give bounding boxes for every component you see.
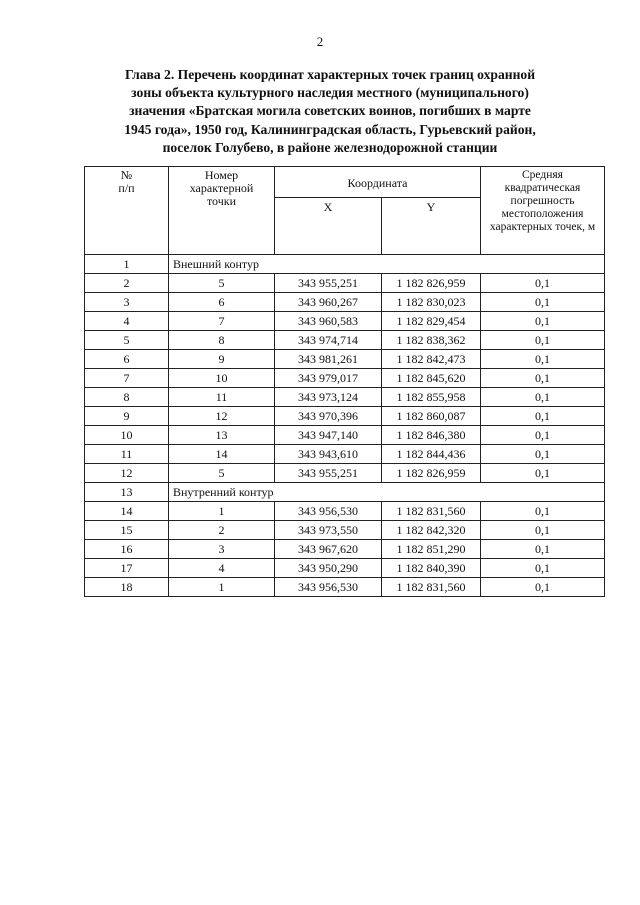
header-coordinate: Координата: [275, 167, 481, 198]
table-row: [85, 331, 605, 350]
cell-num: 17: [85, 559, 169, 578]
cell-y: 1 182 860,087: [382, 407, 481, 426]
cell-y: 1 182 846,380: [382, 426, 481, 445]
cell-num: 10: [85, 426, 169, 445]
cell-x: 343 955,251: [275, 464, 382, 483]
cell-error: 0,1: [481, 445, 605, 464]
cell-x: 343 973,124: [275, 388, 382, 407]
cell-error: 0,1: [481, 426, 605, 445]
header-error: [481, 167, 605, 255]
header-error-line: местоположения: [501, 208, 584, 220]
table-row: [85, 578, 605, 597]
cell-error: 0,1: [481, 559, 605, 578]
header-point-line: характерной: [189, 181, 254, 195]
table-row: [85, 540, 605, 559]
header-point-number: [169, 167, 275, 255]
cell-num: 12: [85, 464, 169, 483]
cell-num: 13: [85, 483, 169, 502]
cell-y: 1 182 845,620: [382, 369, 481, 388]
cell-point: 6: [169, 293, 275, 312]
cell-num: 7: [85, 369, 169, 388]
cell-num: 18: [85, 578, 169, 597]
cell-x: 343 955,251: [275, 274, 382, 293]
cell-x: 343 967,620: [275, 540, 382, 559]
coordinates-table: [84, 166, 605, 597]
cell-y: 1 182 842,320: [382, 521, 481, 540]
cell-error: 0,1: [481, 540, 605, 559]
cell-point: 11: [169, 388, 275, 407]
cell-point: 13: [169, 426, 275, 445]
table-section-row: [85, 255, 605, 274]
cell-point: 12: [169, 407, 275, 426]
table-row: [85, 293, 605, 312]
cell-y: 1 182 831,560: [382, 578, 481, 597]
header-y: Y: [382, 198, 481, 255]
section-label: Внутренний контур: [169, 483, 605, 502]
cell-y: 1 182 838,362: [382, 331, 481, 350]
table-row: [85, 502, 605, 521]
cell-point: 9: [169, 350, 275, 369]
header-num-line: п/п: [118, 181, 135, 195]
cell-error: 0,1: [481, 502, 605, 521]
section-label: Внешний контур: [169, 255, 605, 274]
cell-y: 1 182 851,290: [382, 540, 481, 559]
cell-point: 14: [169, 445, 275, 464]
cell-num: 3: [85, 293, 169, 312]
cell-num: 15: [85, 521, 169, 540]
cell-error: 0,1: [481, 464, 605, 483]
cell-x: 343 947,140: [275, 426, 382, 445]
cell-y: 1 182 829,454: [382, 312, 481, 331]
cell-y: 1 182 826,959: [382, 274, 481, 293]
cell-x: 343 943,610: [275, 445, 382, 464]
cell-point: 1: [169, 502, 275, 521]
cell-num: 1: [85, 255, 169, 274]
table-row: [85, 426, 605, 445]
cell-y: 1 182 826,959: [382, 464, 481, 483]
cell-point: 10: [169, 369, 275, 388]
cell-error: 0,1: [481, 293, 605, 312]
header-point-line: Номер: [204, 168, 239, 182]
table-row: [85, 369, 605, 388]
cell-error: 0,1: [481, 331, 605, 350]
cell-num: 11: [85, 445, 169, 464]
page-number: 2: [316, 34, 324, 49]
cell-y: 1 182 831,560: [382, 502, 481, 521]
header-x: X: [275, 198, 382, 255]
cell-error: 0,1: [481, 350, 605, 369]
table-body: [85, 255, 605, 597]
cell-point: 5: [169, 274, 275, 293]
cell-point: 1: [169, 578, 275, 597]
cell-num: 8: [85, 388, 169, 407]
cell-error: 0,1: [481, 578, 605, 597]
cell-num: 4: [85, 312, 169, 331]
cell-x: 343 974,714: [275, 331, 382, 350]
header-num-line: №: [120, 168, 133, 182]
cell-x: 343 973,550: [275, 521, 382, 540]
table-row: [85, 388, 605, 407]
table-row: [85, 521, 605, 540]
cell-error: 0,1: [481, 312, 605, 331]
table-row: [85, 350, 605, 369]
cell-num: 14: [85, 502, 169, 521]
cell-y: 1 182 842,473: [382, 350, 481, 369]
cell-error: 0,1: [481, 407, 605, 426]
cell-x: 343 970,396: [275, 407, 382, 426]
cell-num: 16: [85, 540, 169, 559]
chapter-title: [95, 66, 565, 157]
cell-num: 9: [85, 407, 169, 426]
cell-y: 1 182 840,390: [382, 559, 481, 578]
cell-y: 1 182 855,958: [382, 388, 481, 407]
title-line: зоны объекта культурного наследия местного (муниципального): [131, 85, 529, 101]
header-point-line: точки: [206, 194, 237, 208]
table-row: [85, 274, 605, 293]
cell-x: 343 956,530: [275, 578, 382, 597]
table-row: [85, 464, 605, 483]
cell-error: 0,1: [481, 369, 605, 388]
title-line: поселок Голубево, в районе железнодорожной станции: [162, 139, 498, 155]
title-line: значения «Братская могила советских воинов, погибших в марте: [129, 103, 531, 119]
table-section-row: [85, 483, 605, 502]
cell-y: 1 182 830,023: [382, 293, 481, 312]
cell-point: 7: [169, 312, 275, 331]
cell-point: 8: [169, 331, 275, 350]
header-error-line: характерных точек, м: [489, 221, 596, 233]
table-row: [85, 407, 605, 426]
table-row: [85, 312, 605, 331]
cell-x: 343 979,017: [275, 369, 382, 388]
table-row: [85, 559, 605, 578]
cell-point: 5: [169, 464, 275, 483]
cell-x: 343 950,290: [275, 559, 382, 578]
cell-x: 343 981,261: [275, 350, 382, 369]
header-error-line: Средняя: [522, 169, 563, 181]
cell-point: 4: [169, 559, 275, 578]
cell-num: 5: [85, 331, 169, 350]
cell-point: 3: [169, 540, 275, 559]
cell-x: 343 960,583: [275, 312, 382, 331]
cell-error: 0,1: [481, 274, 605, 293]
cell-error: 0,1: [481, 521, 605, 540]
cell-x: 343 956,530: [275, 502, 382, 521]
header-num: [85, 167, 169, 255]
header-error-line: погрешность: [510, 195, 575, 207]
title-line: 1945 года», 1950 год, Калининградская область, Гурьевский район,: [124, 121, 536, 137]
cell-num: 2: [85, 274, 169, 293]
cell-x: 343 960,267: [275, 293, 382, 312]
cell-y: 1 182 844,436: [382, 445, 481, 464]
cell-num: 6: [85, 350, 169, 369]
cell-point: 2: [169, 521, 275, 540]
table-row: [85, 445, 605, 464]
title-line: Глава 2. Перечень координат характерных точек границ охранной: [124, 67, 536, 82]
header-error-line: квадратическая: [504, 182, 581, 194]
cell-error: 0,1: [481, 388, 605, 407]
